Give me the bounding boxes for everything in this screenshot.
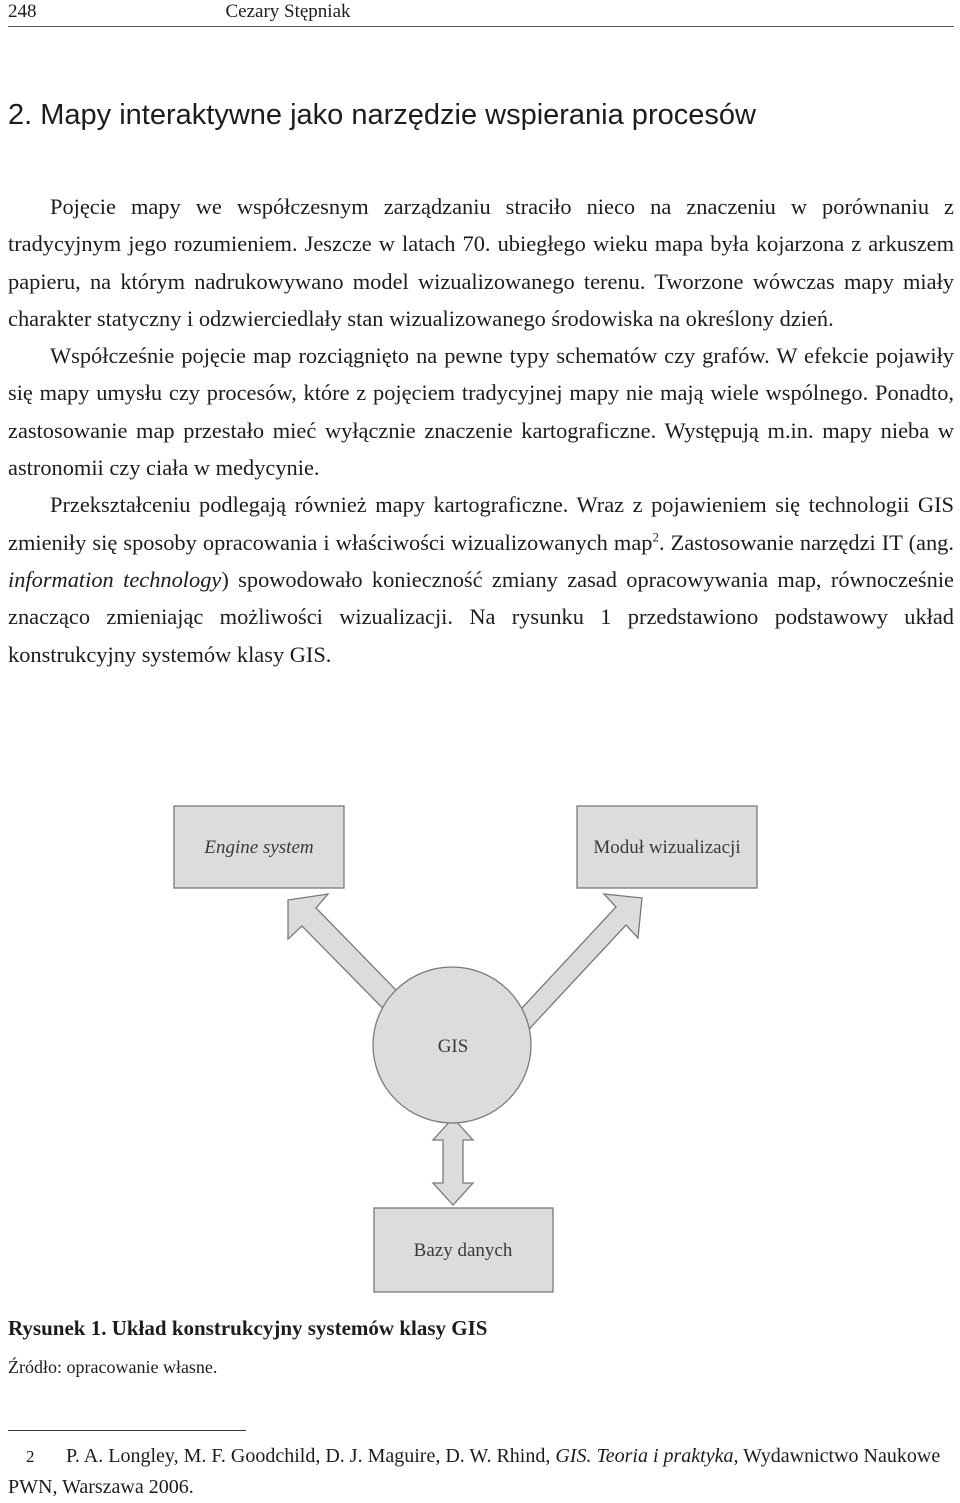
paragraph-3 [8, 486, 954, 672]
node-databases-label: Bazy danych [413, 1240, 513, 1261]
footnote [8, 1441, 954, 1503]
footnote-text-a: P. A. Longley, M. F. Goodchild, D. J. Maguire, D. W. Rhind, [66, 1445, 556, 1467]
paragraph-3-part-a: Przekształceniu podlegają również mapy kartograficzne. Wraz z pojawieniem się technologii GIS zmieniły się sposoby opracowania i właściwości wizualizowanych map [8, 492, 954, 555]
figure-caption: Rysunek 1. Układ konstrukcyjny systemów klasy GIS [8, 1316, 488, 1340]
node-visualization-module-label: Moduł wizualizacji [593, 837, 741, 858]
page-number: 248 [8, 1, 37, 22]
footnote-mark: 2 [26, 1447, 35, 1466]
paragraph-1: Pojęcie mapy we współczesnym zarządzaniu straciło nieco na znaczeniu w porównaniu z tradycyjnym jego rozumieniem. Jeszcze w latach 70. ubiegłego wieku mapa była kojarzona z arkuszem papieru, na którym nadrukowywano model wizualizowanego terenu. Tworzone wówczas mapy miały charakter statyczny i odzwierciedlały stan wizualizowanego środowiska na określony dzień. [8, 194, 954, 331]
paragraph-3-italic-term: information technology [8, 566, 222, 592]
arrow-gis-to-databases [433, 1118, 473, 1205]
node-gis-label: GIS [437, 1036, 469, 1057]
footnote-text-b: , Wydawnictwo Naukowe PWN, Warszawa 2006. [8, 1445, 941, 1498]
section-heading: 2. Mapy interaktywne jako narzędzie wspierania procesów [8, 99, 756, 131]
footnote-reference: 2 [652, 529, 659, 545]
gis-architecture-diagram [0, 790, 960, 1310]
node-engine-system-label: Engine system [204, 837, 314, 858]
paragraph-3-part-b: . Zastosowanie narzędzi IT (ang. [658, 529, 954, 555]
paragraph-3-part-c: ) spowodowało konieczność zmiany zasad opracowywania map, równocześnie znacząco zmieniając możliwości wizualizacji. Na rysunku 1 przedstawiono podstawowy układ konstrukcyjny systemów klasy GIS. [8, 566, 954, 667]
figure-source: Źródło: opracowanie własne. [8, 1357, 218, 1377]
body-text [8, 188, 954, 673]
footnote-rule [8, 1430, 246, 1431]
running-head-author: Cezary Stępniak [225, 1, 351, 22]
footnote-title: GIS. Teoria i praktyka [555, 1445, 734, 1467]
paragraph-2: Współcześnie pojęcie map rozciągnięto na pewne typy schematów czy grafów. W efekcie pojawiły się mapy umysłu czy procesów, które z pojęciem tradycyjnej mapy nie mają wiele wspólnego. Ponadto, zastosowanie map przestało mieć wyłącznie znaczenie kartograficzne. Występują m.in. mapy nieba w astronomii czy ciała w medycynie. [8, 343, 954, 481]
running-head [8, 0, 954, 27]
